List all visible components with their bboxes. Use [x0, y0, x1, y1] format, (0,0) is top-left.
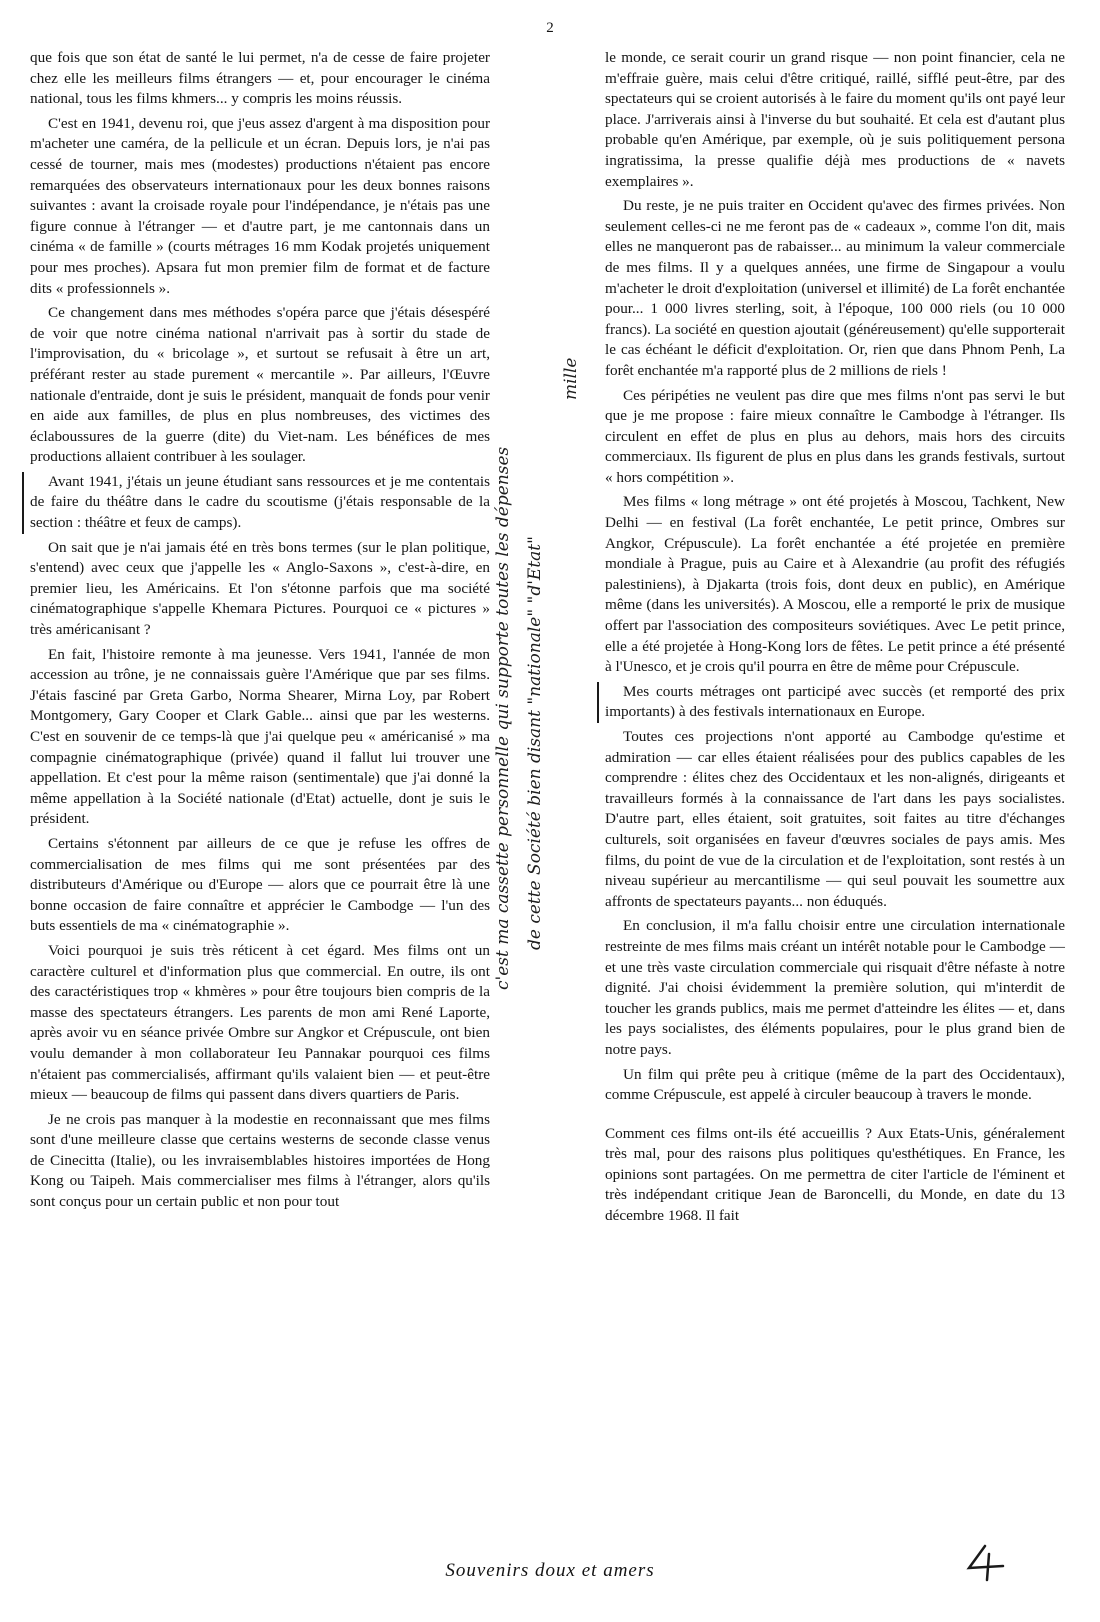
paragraph: que fois que son état de santé le lui permet, n'a de cesse de faire projeter chez elle les meilleurs films étrangers — et, pour encourager le cinéma national, tous les films khmers... y compris les moins réussis.	[30, 49, 490, 108]
paragraph: En conclusion, il m'a fallu choisir entre une circulation internationale restreinte de mes films mais créant un intérêt notable pour le Cambodge — et une très vaste circulation commerciale qui risquait d'être néfaste à notre dignité. J'ai choisi évidemment la première solution, qui m'interdit de toucher les grands publics, mais me permet d'atteindre les élites — et, dans les pays socialistes, des éléments populaires, pour le plus grand bien de notre pays.	[605, 917, 1065, 1058]
paragraph: Toutes ces projections n'ont apporté au Cambodge qu'estime et admiration — car elles étaient réalisées pour des publics capables de les comprendre : élites chez des Occidentaux et les non-alignés, dirigeants et travailleurs formés à la connaissance de l'art dans les pays socialistes. D'autre part, elles étaient, soit gratuites, soit faites au titre d'échanges culturels, soit organisées en faveur d'œuvres sociales de pays amis. Mes films, du point de vue de la circulation et de l'exploitation, sont restés à un niveau supérieur au mercantilisme — qui seul pouvait les soumettre aux affronts de spectateurs payants... non éduqués.	[605, 728, 1065, 910]
handwritten-mark-icon	[955, 1542, 1015, 1582]
paragraph: le monde, ce serait courir un grand risque — non point financier, cela ne m'effraie guère, mais celui d'être critiqué, raillé, sifflé peut-être, par des spectateurs qui se croient autorisés à le faire du moment qu'ils ont payé leur place. J'arriverais ainsi à l'inverse du but souhaité. Et cela est d'autant plus probable qu'en Amérique, par exemple, où je suis politiquement persona ingratissima, la presse qualifie déjà mes productions de « navets exemplaires ».	[605, 49, 1065, 190]
page-number: 2	[546, 20, 554, 36]
paragraph: Du reste, je ne puis traiter en Occident qu'avec des firmes privées. Non seulement celles-ci ne me feront pas de « cadeaux », comme l'on dit, mais elles ne manqueront pas de rabaisser... au minimum la valeur commerciale de mes films. Il y a quelques années, une firme de Singapour a voulu m'acheter le droit d'exploitation (universel et illimité) de La forêt enchantée pour... 1 000 livres sterling, soit, à l'époque, 100 000 riels (ou 10 000 francs). La société en question ajoutait (généreusement) qu'elle supporterait le cas échéant le déficit d'exploitation. Or, rien que dans Phnom Penh, La forêt enchantée m'a rapporté plus de 2 millions de riels !	[605, 197, 1065, 379]
paragraph: Avant 1941, j'étais un jeune étudiant sans ressources et je me contentais de faire du théâtre dans le cadre du scoutisme (j'étais responsable de la section : théâtre et feux de camps).	[22, 472, 490, 534]
paragraph: On sait que je n'ai jamais été en très bons termes (sur le plan politique, s'entend) avec ceux que j'appelle les « Anglo-Saxons », c'est-à-dire, en premier lieu, les Américains. Et l'on s'étonne parfois que ma société cinématographique s'appelle Khemara Pictures. Pourquoi ce « pictures » très américanisant ?	[30, 538, 490, 639]
right-column	[605, 48, 1065, 1231]
paragraph: Mes courts métrages ont participé avec succès (et remporté des prix importants) à des festivals internationaux en Europe.	[597, 682, 1065, 723]
margin-note-line-3: mille	[561, 357, 581, 400]
margin-note-svg	[478, 160, 598, 1000]
footer-title: Souvenirs doux et amers	[445, 1560, 655, 1581]
paragraph: C'est en 1941, devenu roi, que j'eus assez d'argent à ma disposition pour m'acheter une caméra, de la pellicule et un écran. Depuis lors, je n'ai pas cessé de tourner, mais mes (modestes) productions n'étaient pas encore remarquées des observateurs internationaux pour les deux bonnes raisons suivantes : avant la croisade royale pour l'indépendance, je n'étais pas une figure connue à l'étranger — et d'autre part, je me cantonnais dans un cinéma « de famille » (courts métrages 16 mm Kodak projetés uniquement pour mes proches). Apsara fut mon premier film de format et de facture dits « professionnels ».	[30, 114, 490, 297]
paragraph: Je ne crois pas manquer à la modestie en reconnaissant que mes films sont d'une meilleure classe que certains westerns de seconde classe venus de Cinecitta (Italie), ou les invraisemblables histoires importées de Hong Kong ou Taipeh. Mais commercialiser mes films à l'étranger, alors qu'ils sont conçus pour un certain public et non pour tout	[30, 1110, 490, 1211]
margin-note-line-2: de cette Société bien disant "nationale" "d'Etat"	[525, 536, 545, 950]
paragraph: Voici pourquoi je suis très réticent à cet égard. Mes films ont un caractère culturel et d'information plus que commercial. En outre, ils ont des caractéristiques trop « khmères » pour être toujours bien compris de la masse des spectateurs étrangers. Les parents de mon ami René Laporte, après avoir vu en séance privée Ombre sur Angkor et Crépuscule, ont bien voulu demander à mon collaborateur Ieu Pannakar pourquoi ces films n'étaient pas commercialisés, affirmant qu'ils valaient bien — et peut-être mieux — beaucoup de films qui passent dans divers quartiers de Paris.	[30, 941, 490, 1104]
margin-note-line-1: c'est ma cassette personnelle qui supporte toutes les dépenses	[493, 446, 513, 990]
paragraph: Ce changement dans mes méthodes s'opéra parce que j'étais désespéré de voir que notre cinéma national n'arrivait pas à sortir du stade de l'improvisation, du « bricolage », et surtout se refusait à être un art, préférant rester au stade purement « mercantile ». Par ailleurs, l'Œuvre nationale d'entraide, dont je suis le président, manquait de fonds pour venir en aide aux familles, de plus en plus nombreuses, des victimes des éclaboussures de la guerre (dite) du Viet-nam. Les bénéfices de mes productions allaient contribuer à les soulager.	[30, 304, 490, 466]
handwritten-margin-note	[478, 160, 598, 1000]
paragraph: Comment ces films ont-ils été accueillis ? Aux Etats-Unis, généralement très mal, pour des raisons plus politiques qu'esthétiques. En France, les opinions sont partagées. On me permettra de citer l'article de l'éminent et très indépendant critique Jean de Baroncelli, du Monde, en date du 13 décembre 1968. Il fait	[605, 1124, 1065, 1225]
paragraph: Mes films « long métrage » ont été projetés à Moscou, Tachkent, New Delhi — en festival (La forêt enchantée, Le petit prince, Ombres sur Angkor, Crépuscule). La forêt enchantée a été projetée en première mondiale à Prague, puis au Caire et à Alexandrie (au profit des réfugiés palestiniens), à Djakarta (trois fois, dont deux en public), en Amérique même (dans les universités). A Moscou, elle a remporté le prix de musique offert par l'association des compositeurs soviétiques. Avec Le petit prince, elle a été projetée à Hong-Kong lors de fêtes. Le petit prince a été présenté à l'Unesco, et je crois qu'il pourra en être de même pour Crépuscule.	[605, 493, 1065, 676]
paragraph: Un film qui prête peu à critique (même de la part des Occidentaux), comme Crépuscule, est appelé à circuler beaucoup à travers le monde.	[605, 1065, 1065, 1104]
left-column	[30, 48, 490, 1217]
paragraph: Certains s'étonnent par ailleurs de ce que je refuse les offres de commercialisation de mes films qui me sont présentées par des distributeurs d'Amérique ou d'Europe — alors que ce pourrait être là une bonne occasion de faire connaître et apprécier le Cambodge — l'un des buts essentiels de ma « cinématographie ».	[30, 834, 490, 935]
paragraph: En fait, l'histoire remonte à ma jeunesse. Vers 1941, l'année de mon accession au trône, je ne connaissais guère l'Amérique que par ses films. J'étais fasciné par Greta Garbo, Norma Shearer, Mirna Loy, par Robert Montgomery, Gary Cooper et Clark Gable... ainsi que par les westerns. C'est en souvenir de ce temps-là que j'ai quelque peu « américanisé » ma compagnie cinématographique (privée) quand il fallut lui trouver une appellation. Et c'est pour la même raison (sentimentale) que j'ai donné la même appellation à la Société nationale (d'Etat) actuelle, dont je suis le président.	[30, 645, 490, 828]
paragraph: Ces péripéties ne veulent pas dire que mes films n'ont pas servi le but que je me propose : faire mieux connaître le Cambodge à l'étranger. Ils circulent en effet de plus en plus au dehors, mais hors des circuits commerciaux. Ils figurent de plus en plus dans les grands festivals, surtout « hors compétition ».	[605, 386, 1065, 486]
